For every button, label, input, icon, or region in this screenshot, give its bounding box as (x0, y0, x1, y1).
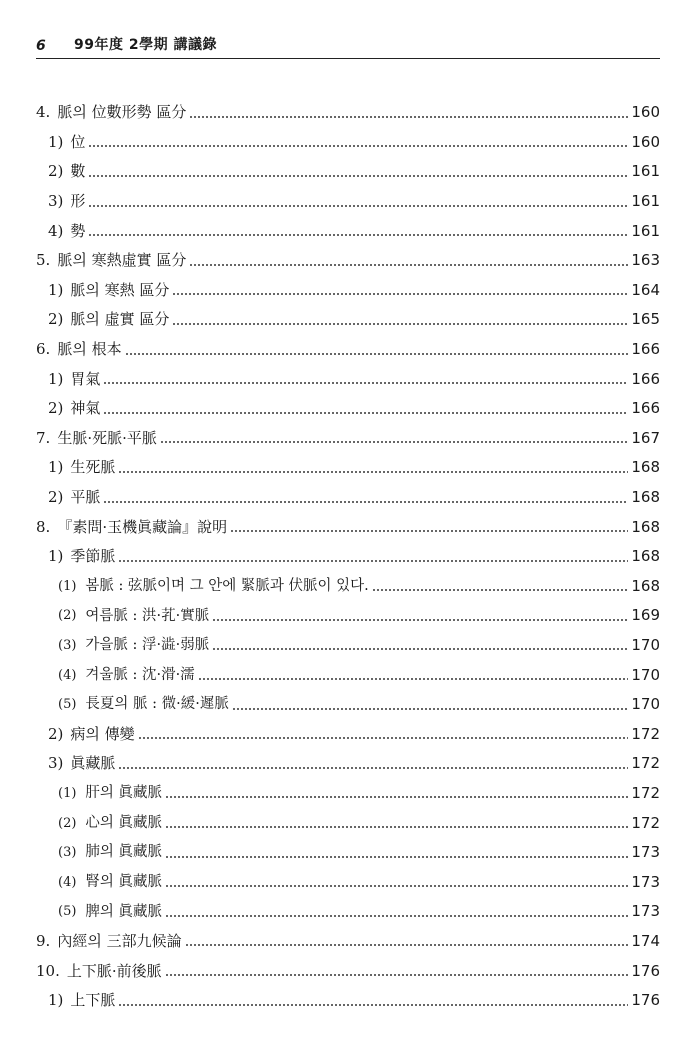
toc-entry-title: 生脈·死脈·平脈 (57, 428, 157, 447)
toc-entry-number: 8. (36, 517, 51, 536)
dot-leader (165, 856, 628, 858)
toc-entry-title: 神氣 (70, 399, 101, 418)
toc-entry-title: 心의 眞藏脈 (85, 814, 163, 831)
dot-leader (165, 974, 629, 976)
toc-entry (36, 660, 660, 690)
toc-entry (36, 453, 660, 483)
toc-entry-number: 9. (36, 931, 51, 950)
dot-leader (189, 116, 628, 118)
toc-entry (36, 779, 660, 809)
toc-entry-title: 上下脈 (70, 991, 116, 1010)
toc-entry-title: 數 (70, 162, 86, 181)
toc-entry (36, 838, 660, 868)
toc-entry (36, 128, 660, 158)
toc-entry (36, 157, 660, 187)
toc-entry-title: 長夏의 脈 : 微·緩·遲脈 (85, 696, 229, 713)
toc-entry-page: 173 (631, 872, 660, 891)
toc-entry-page: 164 (631, 280, 660, 299)
dot-leader (88, 205, 628, 207)
toc-entry-page: 160 (631, 103, 660, 122)
toc-entry-title: 脈의 寒熱 區分 (70, 280, 170, 299)
toc-entry-page: 172 (631, 724, 660, 743)
toc-entry (36, 246, 660, 276)
toc-entry (36, 512, 660, 542)
toc-entry-title: 여름脈 : 洪·芤·實脈 (85, 607, 210, 624)
dot-leader (103, 412, 628, 414)
dot-leader (198, 678, 629, 680)
toc-entry-page: 170 (631, 635, 660, 654)
toc-entry-number: (2) (58, 608, 77, 624)
toc-entry-page: 166 (631, 369, 660, 388)
toc-entry-page: 170 (631, 665, 660, 684)
toc-entry (36, 364, 660, 394)
toc-entry-page: 174 (631, 931, 660, 950)
toc-entry-number: (5) (58, 697, 77, 713)
toc-entry-page: 166 (631, 399, 660, 418)
toc-entry-page: 161 (631, 162, 660, 181)
toc-entry-number: 10. (36, 961, 60, 980)
toc-entry (36, 424, 660, 454)
dot-leader (212, 648, 628, 650)
dot-leader (172, 293, 628, 295)
toc-entry-title: 겨울脈 : 沈·滑·濡 (85, 666, 195, 683)
toc-entry (36, 867, 660, 897)
toc-entry-page: 163 (631, 251, 660, 270)
dot-leader (103, 382, 628, 384)
dot-leader (372, 589, 629, 591)
toc-entry-number: 2) (48, 399, 64, 418)
toc-entry-number: (2) (58, 815, 77, 831)
running-title: 99年度 2學期 講議錄 (74, 37, 217, 53)
dot-leader (103, 501, 628, 503)
toc-entry (36, 216, 660, 246)
toc-entry-title: 脈의 寒熱虛實 區分 (57, 251, 187, 270)
header-rule (36, 58, 660, 59)
toc-entry-page: 173 (631, 843, 660, 862)
dot-leader (118, 1004, 628, 1006)
toc-entry-title: 봄脈 : 弦脈이며 그 안에 緊脈과 伏脈이 있다. (85, 578, 369, 595)
toc-entry-number: (3) (58, 845, 77, 861)
toc-entry-number: (5) (58, 904, 77, 920)
toc-entry-title: 生死脈 (70, 458, 116, 477)
toc-entry-page: 168 (631, 547, 660, 566)
toc-entry-title: 脾의 眞藏脈 (85, 903, 163, 920)
dot-leader (118, 471, 628, 473)
dot-leader (88, 234, 628, 236)
toc-entry-page: 167 (631, 428, 660, 447)
toc-entry-title: 位 (70, 132, 86, 151)
dot-leader (125, 353, 629, 355)
toc-entry-title: 上下脈·前後脈 (66, 961, 162, 980)
toc-entry-page: 169 (631, 606, 660, 625)
toc-entry-title: 勢 (70, 221, 86, 240)
page-number: 6 (36, 38, 46, 54)
toc-entry-page: 165 (631, 310, 660, 329)
dot-leader (172, 323, 628, 325)
toc-entry-page: 173 (631, 902, 660, 921)
toc-entry (36, 335, 660, 365)
toc-entry (36, 542, 660, 572)
toc-entry-number: 3) (48, 192, 64, 211)
toc-entry-page: 172 (631, 813, 660, 832)
dot-leader (165, 826, 628, 828)
toc-entry-number: 5. (36, 251, 51, 270)
toc-entry-title: 內經의 三部九候論 (57, 931, 182, 950)
toc-entry-page: 166 (631, 340, 660, 359)
toc-entry-number: 2) (48, 724, 64, 743)
toc-entry-number: 1) (48, 991, 64, 1010)
toc-entry (36, 305, 660, 335)
dot-leader (185, 944, 629, 946)
toc-entry-number: 2) (48, 162, 64, 181)
toc-entry-page: 160 (631, 132, 660, 151)
toc-entry-title: 肝의 眞藏脈 (85, 785, 163, 802)
toc-entry (36, 572, 660, 602)
toc-entry-page: 161 (631, 192, 660, 211)
page-header (36, 32, 660, 54)
toc-entry-page: 176 (631, 991, 660, 1010)
toc-entry (36, 956, 660, 986)
dot-leader (212, 619, 628, 621)
toc-entry-number: (4) (58, 667, 77, 683)
toc-entry-number: (4) (58, 874, 77, 890)
toc-entry-title: 眞藏脈 (70, 754, 116, 773)
toc-entry (36, 187, 660, 217)
toc-entry-number: 2) (48, 310, 64, 329)
toc-entry-number: 6. (36, 340, 51, 359)
toc-entry-page: 168 (631, 517, 660, 536)
dot-leader (118, 560, 628, 562)
toc-entry-number: 1) (48, 458, 64, 477)
toc-entry (36, 631, 660, 661)
toc-entry-number: 1) (48, 547, 64, 566)
toc-entry (36, 897, 660, 927)
toc-entry (36, 808, 660, 838)
toc-entry-title: 脈의 根本 (57, 340, 122, 359)
toc-entry (36, 927, 660, 957)
toc-entry (36, 98, 660, 128)
toc-entry-number: 4) (48, 221, 64, 240)
toc-entry-number: (1) (58, 785, 77, 801)
toc-entry-title: 平脈 (70, 488, 101, 507)
dot-leader (230, 530, 628, 532)
toc-entry (36, 749, 660, 779)
toc-entry-number: 4. (36, 103, 51, 122)
toc-entry-page: 172 (631, 783, 660, 802)
toc-entry-number: 2) (48, 488, 64, 507)
toc-entry-title: 肺의 眞藏脈 (85, 844, 163, 861)
toc-entry-title: 脈의 位數形勢 區分 (57, 103, 187, 122)
dot-leader (165, 885, 628, 887)
dot-leader (232, 708, 629, 710)
toc-entry (36, 276, 660, 306)
toc-entry-number: 1) (48, 280, 64, 299)
toc-entry-title: 가을脈 : 浮·澁·弱脈 (85, 637, 210, 654)
dot-leader (118, 767, 628, 769)
dot-leader (165, 915, 628, 917)
dot-leader (88, 145, 628, 147)
toc-entry-title: 『素問·玉機眞藏論』說明 (57, 517, 228, 536)
toc-entry-number: (1) (58, 578, 77, 594)
toc-entry (36, 394, 660, 424)
toc-entry-number: 7. (36, 428, 51, 447)
toc-entry-number: (3) (58, 637, 77, 653)
dot-leader (165, 796, 628, 798)
toc-entry-title: 腎의 眞藏脈 (85, 873, 163, 890)
toc-entry-title: 形 (70, 192, 86, 211)
toc-entry-title: 脈의 虛實 區分 (70, 310, 170, 329)
toc-entry-page: 176 (631, 961, 660, 980)
toc-entry-number: 1) (48, 132, 64, 151)
table-of-contents (36, 98, 660, 1015)
toc-entry-title: 季節脈 (70, 547, 116, 566)
toc-entry-title: 病의 傳變 (70, 724, 135, 743)
toc-entry-title: 胃氣 (70, 369, 101, 388)
toc-entry (36, 719, 660, 749)
toc-entry-page: 168 (631, 488, 660, 507)
toc-entry-number: 1) (48, 369, 64, 388)
toc-entry (36, 601, 660, 631)
toc-entry (36, 483, 660, 513)
dot-leader (189, 264, 628, 266)
dot-leader (88, 175, 628, 177)
toc-entry-page: 161 (631, 221, 660, 240)
dot-leader (160, 441, 629, 443)
toc-entry-page: 168 (631, 576, 660, 595)
toc-entry-page: 168 (631, 458, 660, 477)
dot-leader (138, 737, 629, 739)
toc-entry (36, 986, 660, 1016)
toc-entry (36, 690, 660, 720)
toc-entry-page: 172 (631, 754, 660, 773)
toc-entry-page: 170 (631, 695, 660, 714)
toc-entry-number: 3) (48, 754, 64, 773)
